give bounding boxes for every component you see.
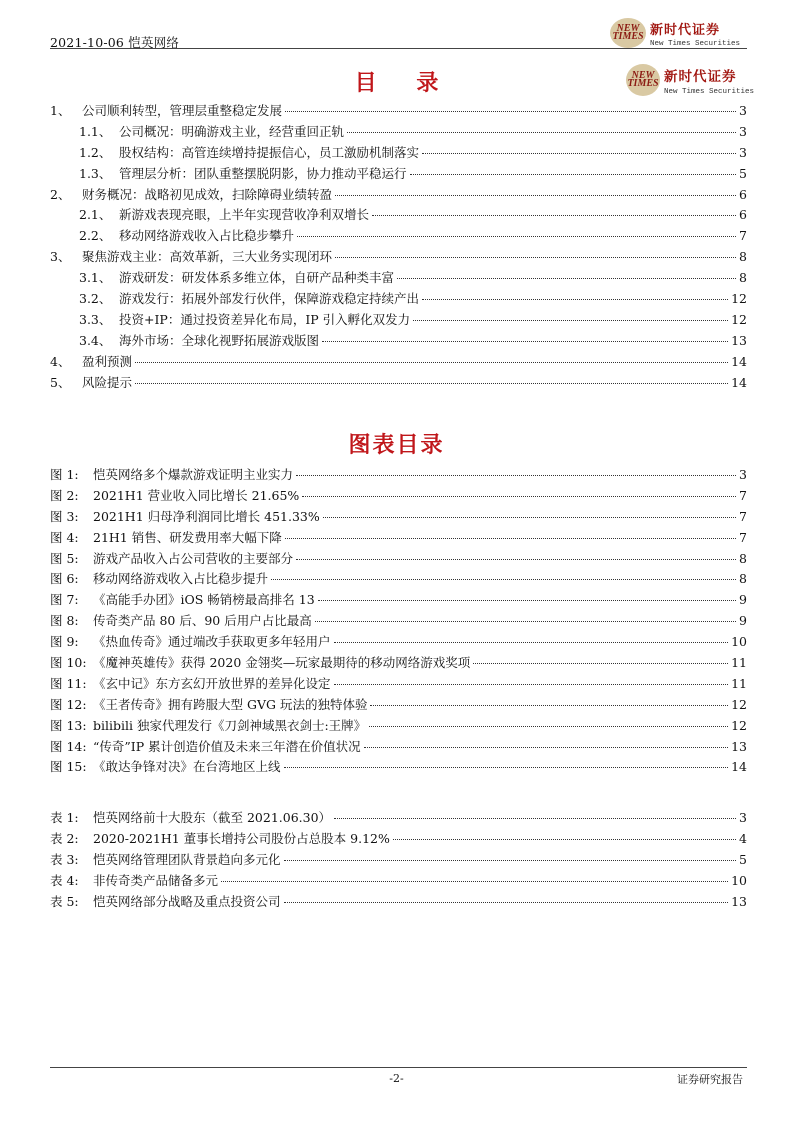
dot-leader bbox=[284, 767, 729, 768]
toc-entry[interactable] bbox=[50, 331, 747, 352]
entry-number: 图 14: bbox=[50, 738, 87, 754]
toc-entry[interactable] bbox=[50, 289, 747, 310]
figure-list bbox=[50, 465, 747, 778]
figure-entry[interactable] bbox=[50, 611, 747, 632]
entry-title[interactable]: 聚焦游戏主业：高效革新，三大业务实现闭环 bbox=[82, 249, 333, 265]
figure-entry[interactable] bbox=[50, 569, 747, 590]
figure-entry[interactable] bbox=[50, 507, 747, 528]
entry-title[interactable]: 2020-2021H1 董事长增持公司股份占总股本 9.12% bbox=[93, 830, 390, 846]
entry-title[interactable]: 2021H1 归母净利润同比增长 451.33% bbox=[93, 508, 320, 524]
entry-title[interactable]: 恺英网络前十大股东（截至 2021.06.30） bbox=[93, 810, 332, 825]
dot-leader bbox=[334, 684, 729, 685]
dot-leader bbox=[397, 278, 736, 279]
entry-number: 2.1、 bbox=[79, 207, 112, 223]
entry-number: 3.1、 bbox=[79, 270, 112, 286]
entry-page-number[interactable]: 4 bbox=[739, 830, 747, 846]
toc-entry[interactable] bbox=[50, 310, 747, 331]
entry-page-number[interactable]: 7 bbox=[739, 508, 747, 524]
entry-page-number[interactable]: 11 bbox=[731, 675, 747, 691]
entry-title[interactable]: 公司顺利转型，管理层重整稳定发展 bbox=[82, 103, 283, 118]
dot-leader bbox=[297, 236, 736, 237]
entry-number: 3.3、 bbox=[79, 311, 112, 327]
entry-title[interactable]: 《敢达争锋对决》在台湾地区上线 bbox=[93, 759, 281, 775]
entry-page-number[interactable]: 5 bbox=[739, 851, 747, 867]
entry-page-number[interactable]: 3 bbox=[739, 810, 747, 825]
table-entry[interactable] bbox=[50, 808, 747, 829]
figure-entry[interactable] bbox=[50, 674, 747, 695]
entry-number: 5、 bbox=[50, 374, 71, 390]
table-list bbox=[50, 808, 747, 912]
entry-title[interactable]: 移动网络游戏收入占比稳步攀升 bbox=[119, 228, 295, 244]
entry-title[interactable]: 《王者传奇》拥有跨服大型 GVG 玩法的独特体验 bbox=[93, 696, 368, 712]
entry-title[interactable]: 游戏产品收入占公司营收的主要部分 bbox=[93, 550, 294, 566]
entry-number: 图 3: bbox=[50, 508, 79, 524]
toc-entry[interactable] bbox=[50, 373, 747, 394]
dot-leader bbox=[302, 496, 736, 497]
entry-number: 图 10: bbox=[50, 655, 87, 671]
table-entry[interactable] bbox=[50, 850, 747, 871]
entry-title[interactable]: 21H1 销售、研发费用率大幅下降 bbox=[93, 529, 282, 545]
dot-leader bbox=[296, 475, 736, 476]
dot-leader bbox=[413, 320, 728, 321]
dot-leader bbox=[221, 881, 728, 882]
entry-page-number[interactable]: 7 bbox=[739, 487, 747, 503]
dot-leader bbox=[364, 747, 728, 748]
entry-number: 4、 bbox=[50, 353, 71, 369]
entry-page-number[interactable]: 10 bbox=[731, 872, 747, 888]
logo-name-en: New Times Securities bbox=[650, 39, 741, 48]
dot-leader bbox=[135, 362, 728, 363]
entry-page-number[interactable]: 14 bbox=[731, 353, 747, 369]
dot-leader bbox=[473, 663, 728, 664]
toc-list bbox=[50, 101, 747, 393]
entry-number: 图 13: bbox=[50, 717, 87, 733]
entry-number: 1.1、 bbox=[79, 123, 112, 139]
page-number: -2- bbox=[389, 1072, 404, 1085]
entry-page-number[interactable]: 3 bbox=[739, 144, 747, 160]
entry-title[interactable]: 《热血传奇》通过端改手获取更多年轻用户 bbox=[93, 634, 331, 650]
entry-number: 3.2、 bbox=[79, 291, 112, 307]
entry-number: 图 9: bbox=[50, 634, 79, 650]
toc-entry[interactable] bbox=[50, 185, 747, 206]
report-type-label: 证券研究报告 bbox=[677, 1073, 743, 1086]
entry-title[interactable]: 非传奇类产品储备多元 bbox=[93, 872, 219, 888]
entry-number: 1、 bbox=[50, 103, 71, 118]
entry-title[interactable]: bilibili 独家代理发行《刀剑神域黑衣剑士:王牌》 bbox=[93, 717, 367, 733]
entry-number: 图 8: bbox=[50, 613, 79, 629]
dot-leader bbox=[296, 559, 736, 560]
entry-title[interactable]: 恺英网络管理团队背景趋向多元化 bbox=[93, 851, 281, 867]
entry-page-number[interactable]: 11 bbox=[731, 655, 747, 671]
entry-title[interactable]: 移动网络游戏收入占比稳步提升 bbox=[93, 571, 269, 587]
entry-page-number[interactable]: 3 bbox=[739, 123, 747, 139]
logo-name-cn: 新时代证券 bbox=[664, 68, 737, 85]
entry-title[interactable]: 海外市场：全球化视野拓展游戏版图 bbox=[119, 332, 320, 348]
entry-title[interactable]: “传奇”IP 累计创造价值及未来三年潜在价值状况 bbox=[93, 738, 361, 754]
entry-page-number[interactable]: 8 bbox=[739, 550, 747, 566]
entry-number: 图 1: bbox=[50, 467, 79, 482]
entry-page-number[interactable]: 12 bbox=[731, 717, 747, 733]
entry-page-number[interactable]: 6 bbox=[739, 207, 747, 223]
entry-page-number[interactable]: 8 bbox=[739, 571, 747, 587]
dot-leader bbox=[315, 621, 736, 622]
toc-entry[interactable] bbox=[50, 352, 747, 373]
figure-entry[interactable] bbox=[50, 716, 747, 737]
entry-title[interactable]: 游戏发行：拓展外部发行伙伴，保障游戏稳定持续产出 bbox=[119, 291, 420, 307]
dot-leader bbox=[335, 257, 736, 258]
figure-entry[interactable] bbox=[50, 465, 747, 486]
figure-entry[interactable] bbox=[50, 653, 747, 674]
entry-page-number[interactable]: 3 bbox=[739, 103, 747, 118]
logo-badge-icon: NEW TIMES bbox=[626, 64, 660, 96]
entry-number: 图 11: bbox=[50, 675, 87, 691]
entry-page-number[interactable]: 5 bbox=[739, 165, 747, 181]
entry-number: 图 12: bbox=[50, 696, 87, 712]
dot-leader bbox=[369, 726, 728, 727]
entry-number: 2.2、 bbox=[79, 228, 112, 244]
figure-entry[interactable] bbox=[50, 528, 747, 549]
entry-title[interactable]: 传奇类产品 80 后、90 后用户占比最高 bbox=[93, 613, 312, 629]
entry-number: 表 5: bbox=[50, 893, 79, 909]
figure-entry[interactable] bbox=[50, 590, 747, 611]
entry-number: 1.3、 bbox=[79, 165, 112, 181]
entry-number: 图 15: bbox=[50, 759, 87, 775]
figure-entry[interactable] bbox=[50, 757, 747, 778]
entry-page-number[interactable]: 13 bbox=[731, 332, 747, 348]
logo-badge-icon: NEW TIMES bbox=[610, 18, 646, 48]
company-logo bbox=[610, 18, 740, 48]
table-entry[interactable] bbox=[50, 829, 747, 850]
dot-leader bbox=[135, 383, 728, 384]
table-entry[interactable] bbox=[50, 871, 747, 892]
toc-entry[interactable] bbox=[50, 101, 747, 122]
figure-entry[interactable] bbox=[50, 486, 747, 507]
dot-leader bbox=[370, 705, 728, 706]
entry-title[interactable]: 2021H1 营业收入同比增长 21.65% bbox=[93, 487, 300, 503]
dot-leader bbox=[284, 860, 737, 861]
entry-page-number[interactable]: 12 bbox=[731, 696, 747, 712]
entry-number: 图 4: bbox=[50, 529, 79, 545]
entry-number: 表 4: bbox=[50, 872, 79, 888]
entry-number: 图 7: bbox=[50, 592, 79, 608]
figure-entry[interactable] bbox=[50, 737, 747, 758]
entry-number: 图 6: bbox=[50, 571, 79, 587]
entry-title[interactable]: 股权结构：高管连续增持提振信心，员工激励机制落实 bbox=[119, 144, 420, 160]
entry-title[interactable]: 《高能手办团》iOS 畅销榜最高排名 13 bbox=[93, 592, 315, 608]
figure-entry[interactable] bbox=[50, 695, 747, 716]
dot-leader bbox=[271, 579, 736, 580]
entry-page-number[interactable]: 12 bbox=[731, 291, 747, 307]
dot-leader bbox=[323, 517, 736, 518]
dot-leader bbox=[422, 153, 736, 154]
entry-title[interactable]: 《魔神英雄传》获得 2020 金翎奖—玩家最期待的移动网络游戏奖项 bbox=[93, 655, 471, 671]
header-divider bbox=[50, 48, 747, 49]
dot-leader bbox=[284, 902, 729, 903]
entry-title[interactable]: 管理层分析：团队重整摆脱阴影，协力推动平稳运行 bbox=[119, 165, 407, 181]
entry-title[interactable]: 投资+IP：通过投资差异化布局，IP 引入孵化双发力 bbox=[119, 311, 411, 327]
dot-leader bbox=[347, 132, 736, 133]
dot-leader bbox=[285, 111, 736, 112]
toc-title: 目 录 bbox=[354, 71, 455, 96]
entry-number: 图 2: bbox=[50, 487, 79, 503]
entry-title[interactable]: 财务概况：战略初见成效，扫除障碍业绩转盈 bbox=[82, 186, 333, 202]
entry-number: 表 2: bbox=[50, 830, 79, 846]
dot-leader bbox=[334, 642, 729, 643]
toc-entry[interactable] bbox=[50, 226, 747, 247]
dot-leader bbox=[322, 341, 728, 342]
entry-page-number[interactable]: 8 bbox=[739, 249, 747, 265]
entry-page-number[interactable]: 7 bbox=[739, 228, 747, 244]
toc-entry[interactable] bbox=[50, 247, 747, 268]
entry-page-number[interactable]: 6 bbox=[739, 186, 747, 202]
entry-page-number[interactable]: 14 bbox=[731, 374, 747, 390]
toc-entry[interactable] bbox=[50, 122, 747, 143]
dot-leader bbox=[422, 299, 728, 300]
entry-page-number[interactable]: 13 bbox=[731, 893, 747, 909]
entry-page-number[interactable]: 12 bbox=[731, 311, 747, 327]
dot-leader bbox=[334, 818, 736, 819]
entry-title[interactable]: 恺英网络部分战略及重点投资公司 bbox=[93, 893, 281, 909]
toc-entry[interactable] bbox=[50, 268, 747, 289]
logo-name-cn: 新时代证券 bbox=[650, 22, 721, 38]
entry-number: 3、 bbox=[50, 249, 71, 265]
entry-title[interactable]: 恺英网络多个爆款游戏证明主业实力 bbox=[93, 467, 294, 482]
entry-title[interactable]: 新游戏表现亮眼，上半年实现营收净利双增长 bbox=[119, 207, 370, 223]
entry-page-number[interactable]: 13 bbox=[731, 738, 747, 754]
entry-page-number[interactable]: 8 bbox=[739, 270, 747, 286]
entry-number: 表 1: bbox=[50, 810, 79, 825]
entry-page-number[interactable]: 14 bbox=[731, 759, 747, 775]
dot-leader bbox=[410, 174, 737, 175]
entry-title[interactable]: 盈利预测 bbox=[82, 353, 133, 369]
entry-page-number[interactable]: 3 bbox=[739, 467, 747, 482]
figure-entry[interactable] bbox=[50, 549, 747, 570]
footer-divider bbox=[50, 1067, 747, 1068]
figures-title: 图表目录 bbox=[348, 433, 445, 458]
entry-title[interactable]: 游戏研发：研发体系多维立体，自研产品种类丰富 bbox=[119, 270, 395, 286]
entry-title[interactable]: 风险提示 bbox=[82, 374, 133, 390]
toc-entry[interactable] bbox=[50, 164, 747, 185]
entry-page-number[interactable]: 10 bbox=[731, 634, 747, 650]
entry-page-number[interactable]: 9 bbox=[739, 613, 747, 629]
logo-name-en: New Times Securities bbox=[664, 87, 755, 96]
dot-leader bbox=[372, 215, 736, 216]
entry-number: 3.4、 bbox=[79, 332, 112, 348]
entry-page-number[interactable]: 7 bbox=[739, 529, 747, 545]
dot-leader bbox=[318, 600, 736, 601]
table-entry[interactable] bbox=[50, 892, 747, 913]
toc-entry[interactable] bbox=[50, 143, 747, 164]
entry-page-number[interactable]: 9 bbox=[739, 592, 747, 608]
entry-title[interactable]: 《玄中记》东方玄幻开放世界的差异化设定 bbox=[93, 675, 331, 691]
entry-number: 表 3: bbox=[50, 851, 79, 867]
entry-title[interactable]: 公司概况：明确游戏主业，经营重回正轨 bbox=[119, 123, 345, 139]
header-date-company: 2021-10-06 恺英网络 bbox=[50, 35, 180, 50]
dot-leader bbox=[285, 538, 736, 539]
figure-entry[interactable] bbox=[50, 632, 747, 653]
dot-leader bbox=[393, 839, 736, 840]
entry-number: 图 5: bbox=[50, 550, 79, 566]
entry-number: 1.2、 bbox=[79, 144, 112, 160]
dot-leader bbox=[335, 195, 736, 196]
entry-number: 2、 bbox=[50, 186, 71, 202]
toc-entry[interactable] bbox=[50, 205, 747, 226]
